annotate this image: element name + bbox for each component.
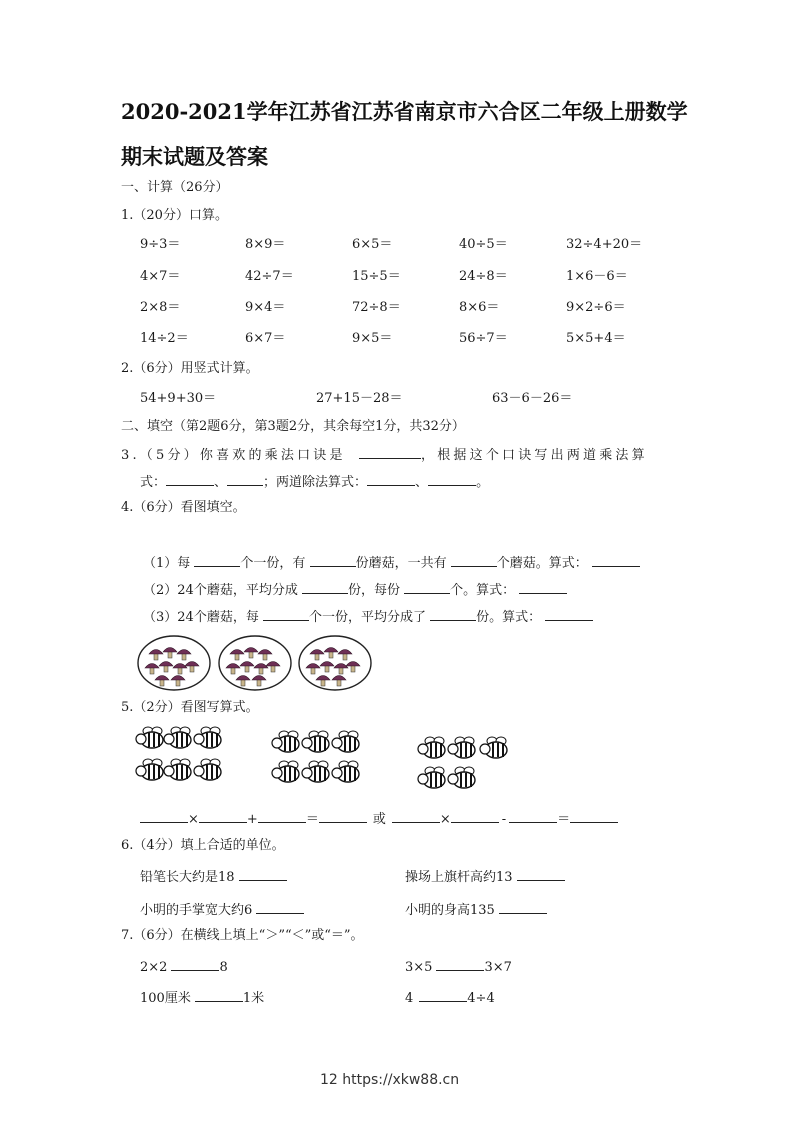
q4-blank[interactable] — [263, 608, 309, 621]
bee-icon — [164, 759, 191, 780]
bee-icon — [302, 761, 329, 782]
mushroom-plates-illustration — [136, 634, 376, 692]
q4-blank-formula[interactable] — [592, 554, 640, 567]
q5-blank[interactable] — [570, 810, 618, 823]
q5-blank[interactable] — [258, 810, 306, 823]
q5-blank[interactable] — [392, 810, 440, 823]
q6-item — [405, 901, 547, 919]
q7-text: 4 — [405, 991, 414, 1006]
q1-item: 40÷5＝ — [459, 237, 508, 252]
q7-text: 2×2 — [140, 960, 168, 975]
q2-label: 2.（6分）用竖式计算。 — [121, 361, 259, 376]
q6-text: 操场上旗杆高约13 — [405, 870, 513, 885]
q1-item: 6×7＝ — [245, 331, 286, 346]
bee-icon — [136, 727, 163, 748]
q4-line2 — [143, 581, 567, 599]
bee-icon — [418, 737, 445, 758]
q5-equation — [140, 810, 618, 828]
bee-icon — [194, 759, 221, 780]
plate-icon — [219, 636, 291, 690]
q1-item: 4×7＝ — [140, 269, 181, 284]
q7-item — [405, 958, 512, 976]
bee-icon — [448, 767, 475, 788]
q7-item — [140, 989, 264, 1007]
q7-item — [140, 958, 228, 976]
q7-text: 3×7 — [484, 960, 512, 975]
q1-item: 9×2÷6＝ — [566, 300, 626, 315]
q1-item: 56÷7＝ — [459, 331, 508, 346]
q3-line1 — [121, 446, 648, 464]
q7-blank[interactable] — [419, 989, 467, 1002]
q4-text: 个。算式： — [450, 583, 516, 598]
bee-icon — [272, 761, 299, 782]
q5-op: ＝ — [557, 812, 571, 827]
section-heading-fill: 二、填空（第2题6分，第3题2分，其余每空1分，共32分） — [121, 419, 465, 434]
q3-blank-div1[interactable] — [367, 473, 415, 486]
q5-op: ＝ — [305, 812, 319, 827]
bee-icon — [136, 759, 163, 780]
q7-blank[interactable] — [171, 958, 219, 971]
q6-text: 小明的手掌宽大约6 — [140, 903, 253, 918]
q7-text: 100厘米 — [140, 991, 191, 1006]
q3-text: 3.（5分）你喜欢的乘法口诀是 — [121, 448, 346, 463]
q7-label: 7.（6分）在横线上填上“＞”“＜”或“＝”。 — [121, 928, 364, 943]
q7-text: 1米 — [242, 991, 265, 1006]
q3-blank-mult2[interactable] — [227, 473, 263, 486]
q2-item: 27+15－28＝ — [316, 391, 403, 406]
q1-item: 14÷2＝ — [140, 331, 189, 346]
q6-item — [140, 868, 287, 886]
q4-blank[interactable] — [194, 554, 240, 567]
section-heading-calc: 一、计算（26分） — [121, 180, 229, 195]
page-title-line2: 期末试题及答案 — [121, 144, 268, 169]
q1-item: 9÷3＝ — [140, 237, 181, 252]
plate-icon — [299, 636, 371, 690]
q7-text: 4÷4 — [467, 991, 495, 1006]
q5-op: 或 — [372, 812, 386, 827]
bee-icon — [418, 767, 445, 788]
q2-item: 63－6－26＝ — [492, 391, 573, 406]
q3-text: 、 — [214, 475, 228, 490]
q6-blank[interactable] — [256, 901, 304, 914]
q5-blank[interactable] — [451, 810, 499, 823]
q3-blank-mult1[interactable] — [166, 473, 214, 486]
q5-blank[interactable] — [319, 810, 367, 823]
q5-blank[interactable] — [199, 810, 247, 823]
q4-text: （3）24个蘑菇，每 — [143, 610, 259, 625]
q3-blank-rhyme[interactable] — [359, 446, 421, 459]
q6-blank[interactable] — [239, 868, 287, 881]
q6-blank[interactable] — [517, 868, 565, 881]
q6-blank[interactable] — [499, 901, 547, 914]
page-footer: 12 https://xkw88.cn — [320, 1072, 460, 1088]
q4-blank[interactable] — [310, 554, 356, 567]
q5-blank[interactable] — [140, 810, 188, 823]
q6-item — [140, 901, 304, 919]
q3-text: 、 — [415, 475, 429, 490]
q1-item: 1×6－6＝ — [566, 269, 628, 284]
q1-item: 42÷7＝ — [245, 269, 294, 284]
q3-text: ，根据这个口诀写出两道乘法算 — [421, 448, 648, 463]
q1-item: 9×4＝ — [245, 300, 286, 315]
q6-text: 小明的身高135 — [405, 903, 495, 918]
q5-op: + — [246, 812, 258, 827]
bee-icon — [332, 761, 359, 782]
q1-item: 8×6＝ — [459, 300, 500, 315]
q4-line1 — [143, 554, 640, 572]
q3-text: 。 — [476, 475, 490, 490]
q4-text: （2）24个蘑菇，平均分成 — [143, 583, 298, 598]
q5-op: - — [501, 812, 507, 827]
q3-text: ；两道除法算式： — [263, 475, 368, 490]
q5-blank[interactable] — [509, 810, 557, 823]
q1-item: 9×5＝ — [352, 331, 393, 346]
q4-line3 — [143, 608, 593, 626]
q3-text: 式： — [140, 475, 167, 490]
q1-item: 6×5＝ — [352, 237, 393, 252]
q1-item: 15÷5＝ — [352, 269, 401, 284]
q1-label: 1.（20分）口算。 — [121, 208, 228, 223]
q1-item: 24÷8＝ — [459, 269, 508, 284]
plate-icon — [138, 636, 210, 690]
q4-blank-formula[interactable] — [545, 608, 593, 621]
q4-blank[interactable] — [430, 608, 476, 621]
q1-item: 32÷4+20＝ — [566, 237, 643, 252]
bees-illustration — [140, 726, 530, 798]
q2-item: 54+9+30＝ — [140, 391, 217, 406]
q5-op: × — [188, 812, 199, 827]
q4-text: （1）每 — [143, 556, 191, 571]
q5-label: 5.（2分）看图写算式。 — [121, 700, 259, 715]
q4-blank[interactable] — [451, 554, 497, 567]
q4-text: 个一份，平均分成了 — [308, 610, 426, 625]
bee-icon — [272, 731, 299, 752]
q7-text: 8 — [219, 960, 228, 975]
q7-item — [405, 989, 495, 1007]
bee-icon — [302, 731, 329, 752]
q4-text: 个蘑菇。算式： — [496, 556, 588, 571]
q4-blank[interactable] — [404, 581, 450, 594]
q1-item: 2×8＝ — [140, 300, 181, 315]
q1-item: 72÷8＝ — [352, 300, 401, 315]
q3-blank-div2[interactable] — [428, 473, 476, 486]
q4-text: 个一份，有 — [240, 556, 306, 571]
q6-label: 6.（4分）填上合适的单位。 — [121, 838, 285, 853]
q6-text: 铅笔长大约是18 — [140, 870, 235, 885]
q4-text: 份。算式： — [476, 610, 542, 625]
q3-line2 — [140, 473, 489, 491]
page-title-line1: 2020-2021学年江苏省江苏省南京市六合区二年级上册数学 — [121, 99, 688, 124]
q7-blank[interactable] — [195, 989, 243, 1002]
q4-blank-formula[interactable] — [519, 581, 567, 594]
q7-text: 3×5 — [405, 960, 433, 975]
q7-blank[interactable] — [436, 958, 484, 971]
q5-op: × — [439, 812, 451, 827]
q4-text: 份蘑菇，一共有 — [355, 556, 447, 571]
q1-item: 5×5+4＝ — [566, 331, 626, 346]
q4-blank[interactable] — [302, 581, 348, 594]
bee-icon — [448, 737, 475, 758]
bee-icon — [480, 737, 507, 758]
bee-icon — [194, 727, 221, 748]
q4-label: 4.（6分）看图填空。 — [121, 500, 246, 515]
q6-item — [405, 868, 565, 886]
bee-icon — [332, 731, 359, 752]
q4-text: 份，每份 — [347, 583, 400, 598]
bee-icon — [164, 727, 191, 748]
q1-item: 8×9＝ — [245, 237, 286, 252]
